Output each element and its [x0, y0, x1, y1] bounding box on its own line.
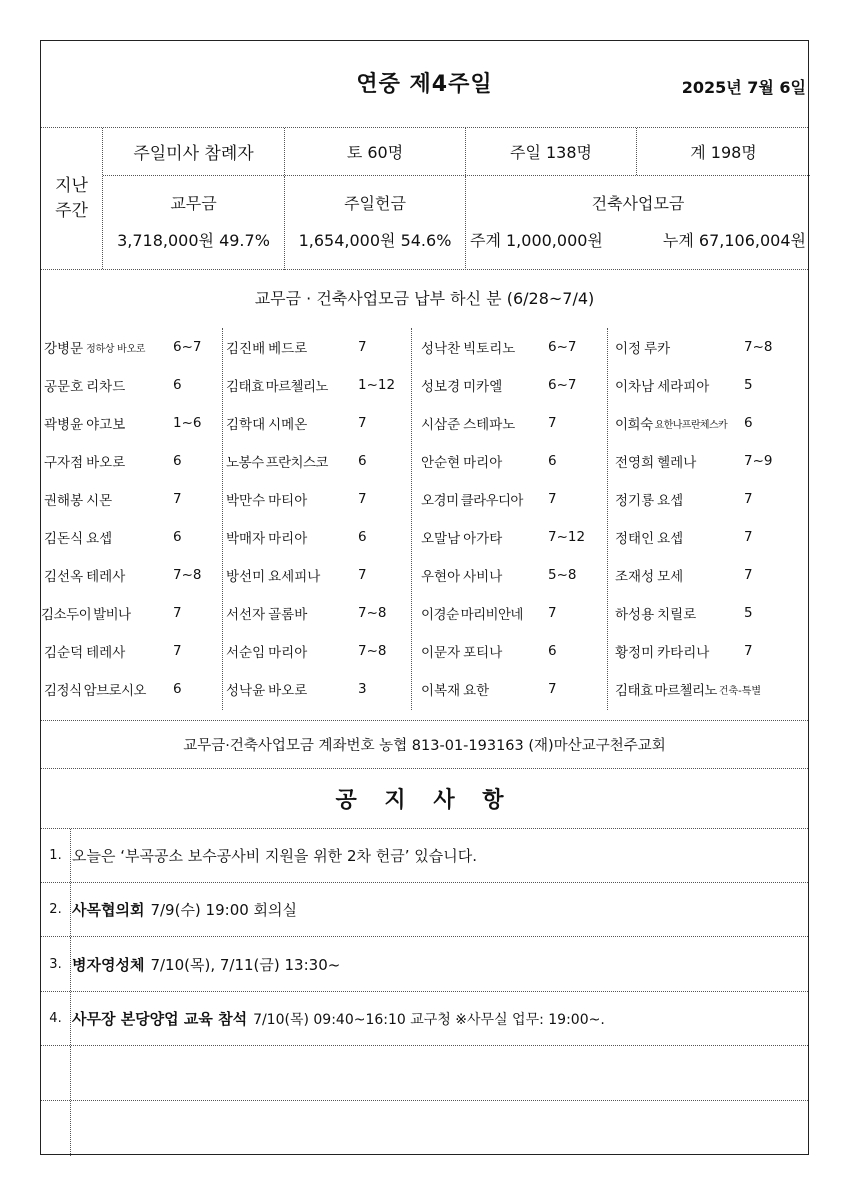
contributor-name: 이희숙 — [615, 417, 653, 433]
contributor-name: 박만수 — [226, 493, 266, 509]
contributor-entry — [226, 480, 415, 518]
contributor-name: 조재성 — [615, 569, 655, 585]
building-fund-label: 건축사업모금 — [591, 193, 685, 213]
contributor-period: 6 — [548, 453, 557, 469]
contributors-column-3 — [411, 328, 608, 710]
contributor-entry — [421, 366, 617, 404]
contributor-name: 강병문 — [44, 341, 84, 357]
contributor-period: 7~8 — [173, 567, 202, 583]
contributor-baptismal-name: 마르첼리노 — [265, 379, 328, 395]
notice-text: 오늘은 ‘부곡공소 보수공사비 지원을 위한 2차 헌금’ 있습니다. — [72, 847, 477, 865]
contributor-period: 7~8 — [358, 643, 387, 659]
contributor-name: 서순임 — [226, 645, 266, 661]
contributor-baptismal-name: 골롬바 — [268, 607, 308, 623]
contributor-baptismal-name: 미카엘 — [463, 379, 503, 395]
building-fund-week: 주계 1,000,000원 — [470, 230, 603, 250]
contributor-period: 7 — [358, 339, 367, 355]
total-count: 계 198명 — [690, 143, 757, 162]
contributor-baptismal-name: 베드로 — [268, 341, 308, 357]
contributor-baptismal-name: 요셉 — [657, 531, 684, 547]
contributor-baptismal-name: 정하상 바오로 — [86, 343, 146, 355]
notice-text: 사무장 본당양업 교육 참석 7/10(목) 09:40~16:10 교구청 ※사무실 업무: 19:00~. — [72, 1010, 605, 1028]
contributor-entry — [615, 442, 818, 480]
contributor-period: 7 — [173, 491, 182, 507]
contributor-name: 이복재 — [421, 683, 461, 699]
contributor-baptismal-name: 요한나프란체스카 — [654, 419, 728, 431]
contributor-name: 성낙찬 — [421, 341, 461, 357]
bulletin-date: 2025년 7월 6일 — [681, 78, 806, 97]
contributor-entry — [421, 632, 617, 670]
contributor-period: 6~7 — [173, 339, 202, 355]
contributors-title: 교무금 · 건축사업모금 납부 하신 분 (6/28~7/4) — [254, 289, 595, 308]
contributor-baptismal-name: 요셉 — [657, 493, 684, 509]
contributor-period: 7 — [358, 567, 367, 583]
contributor-name: 방선미 — [226, 569, 266, 585]
contributor-baptismal-name: 포티나 — [463, 645, 503, 661]
contributor-entry — [226, 404, 415, 442]
contributor-baptismal-name: 리차드 — [86, 379, 126, 395]
contributor-entry — [615, 518, 818, 556]
contributor-baptismal-name: 바오로 — [268, 683, 308, 699]
contributor-entry — [44, 632, 225, 670]
contributor-period: 6 — [173, 681, 182, 697]
saturday-count: 토 60명 — [285, 128, 466, 175]
contributor-entry — [421, 328, 617, 366]
contributor-baptismal-name: 암브로시오 — [83, 683, 146, 699]
last-week-label: 지난 주간 — [41, 128, 103, 269]
contributor-baptismal-name: 프란치스코 — [265, 455, 328, 471]
contributor-name: 이정 — [615, 341, 642, 357]
contributor-entry — [44, 328, 225, 366]
contributor-period: 5~8 — [548, 567, 577, 583]
contributor-entry — [615, 404, 818, 442]
contributor-entry — [44, 480, 225, 518]
contributor-period: 7 — [744, 491, 753, 507]
contributor-entry — [421, 594, 617, 632]
contributor-period: 7~8 — [744, 339, 773, 355]
notice-item-1 — [41, 829, 808, 883]
contributor-baptismal-name: 시메온 — [268, 417, 308, 433]
contributor-entry — [421, 670, 617, 708]
contributor-baptismal-name: 마리아 — [268, 645, 308, 661]
contributor-period: 7 — [173, 605, 182, 621]
contributor-name: 오말남 — [421, 531, 461, 547]
contributor-period: 7 — [548, 415, 557, 431]
contributor-entry — [615, 366, 818, 404]
contributor-baptismal-name: 모세 — [657, 569, 684, 585]
contributor-entry — [421, 518, 617, 556]
contributor-name: 박매자 — [226, 531, 266, 547]
notice-number-empty — [41, 1101, 71, 1156]
contributor-period: 7 — [744, 529, 753, 545]
contributor-baptismal-name: 루카 — [644, 341, 671, 357]
contributor-entry — [226, 518, 415, 556]
contributor-name: 노봉수 — [226, 455, 264, 471]
contributor-period: 5 — [744, 605, 753, 621]
contributor-entry — [44, 556, 225, 594]
contributor-period: 6~7 — [548, 339, 577, 355]
contributor-name: 곽병윤 — [44, 417, 84, 433]
notice-item-empty-2 — [41, 1101, 808, 1156]
contributor-baptismal-name: 스테파노 — [463, 417, 516, 433]
contributor-entry — [421, 404, 617, 442]
contributor-baptismal-name: 마티아 — [268, 493, 308, 509]
building-fund-cell — [466, 176, 810, 270]
contributor-baptismal-name: 야고보 — [86, 417, 126, 433]
contributor-period: 6 — [358, 529, 367, 545]
header-row — [41, 41, 808, 128]
contributor-baptismal-name: 빅토리노 — [463, 341, 516, 357]
contributor-baptismal-name: 아가타 — [463, 531, 503, 547]
contributor-period: 7 — [358, 415, 367, 431]
page-title: 연중 제4주일 — [356, 72, 493, 97]
contributor-name: 우현아 — [421, 569, 461, 585]
contributor-period: 7~9 — [744, 453, 773, 469]
sunday-offering-value: 1,654,000원 54.6% — [298, 230, 452, 250]
sunday-offering-label: 주일헌금 — [344, 193, 406, 213]
notice-number: 2. — [41, 883, 71, 936]
contributor-name: 김진배 — [226, 341, 266, 357]
notice-title: 공 지 사 항 — [335, 788, 514, 813]
contributor-entry — [421, 556, 617, 594]
contributor-entry — [421, 480, 617, 518]
contributor-period: 7 — [548, 491, 557, 507]
contributor-baptismal-name: 클라우디아 — [460, 493, 523, 509]
contributor-period: 7 — [548, 605, 557, 621]
notice-text: 사목협의회 7/9(수) 19:00 회의실 — [72, 901, 298, 919]
contributor-entry — [44, 366, 225, 404]
account-info: 교무금·건축사업모금 계좌번호 농협 813-01-193163 (재)마산교구천주교회 — [183, 738, 666, 754]
contributor-period: 6 — [173, 377, 182, 393]
gyomu-cell — [103, 176, 285, 270]
contributor-period: 7~12 — [548, 529, 586, 545]
contributor-entry — [226, 328, 415, 366]
contributor-entry — [226, 594, 415, 632]
contributor-name: 성보경 — [421, 379, 461, 395]
contributor-entry — [615, 556, 818, 594]
notice-heading-row — [41, 769, 808, 829]
contributor-name: 이차남 — [615, 379, 655, 395]
contributor-entry — [615, 632, 818, 670]
notice-item-empty-1 — [41, 1046, 808, 1101]
contributor-period: 6 — [548, 643, 557, 659]
contributors-column-1 — [41, 328, 223, 710]
contributor-name: 김선옥 — [44, 569, 84, 585]
contributor-name: 전영희 — [615, 455, 655, 471]
contributor-entry — [226, 632, 415, 670]
notice-item-3 — [41, 937, 808, 992]
contributor-baptismal-name: 테레사 — [86, 645, 126, 661]
contributor-period: 6~7 — [548, 377, 577, 393]
contributor-baptismal-name: 치릴로 — [657, 607, 697, 623]
contributor-baptismal-name: 요세피나 — [268, 569, 321, 585]
contributor-period: 7~8 — [358, 605, 387, 621]
contributor-name: 하성용 — [615, 607, 655, 623]
contributor-entry — [226, 442, 415, 480]
contributor-name: 김학대 — [226, 417, 266, 433]
notice-number: 3. — [41, 937, 71, 991]
mass-row — [103, 128, 810, 176]
gyomu-value: 3,718,000원 49.7% — [117, 230, 270, 250]
contributor-entry — [44, 670, 225, 708]
contributor-baptismal-name: 테레사 — [86, 569, 126, 585]
contributor-name: 정태인 — [615, 531, 655, 547]
contributor-name: 이문자 — [421, 645, 461, 661]
contributor-name: 김태효 — [226, 379, 264, 395]
offering-row — [103, 176, 810, 270]
building-fund-total: 누계 67,106,004원 — [662, 230, 806, 250]
contributor-period: 6 — [173, 529, 182, 545]
contributor-entry — [615, 670, 818, 708]
contributor-name: 서선자 — [226, 607, 266, 623]
contributor-period: 7 — [744, 567, 753, 583]
contributor-period: 3 — [358, 681, 367, 697]
contributor-name: 김순덕 — [44, 645, 84, 661]
notice-number: 4. — [41, 992, 71, 1045]
contributor-entry — [421, 442, 617, 480]
contributor-baptismal-name: 마리아 — [268, 531, 308, 547]
contributor-entry — [226, 556, 415, 594]
contributor-period: 건축-특별 — [718, 685, 762, 697]
contributor-period: 6 — [173, 453, 182, 469]
contributor-entry — [615, 594, 818, 632]
contributors-column-4 — [607, 328, 810, 710]
contributor-baptismal-name: 마리아 — [463, 455, 503, 471]
contributor-name: 시삼준 — [421, 417, 461, 433]
contributor-name: 황정미 — [615, 645, 655, 661]
contributor-entry — [44, 404, 225, 442]
contributor-baptismal-name: 카타리나 — [657, 645, 710, 661]
contributor-period: 7 — [548, 681, 557, 697]
contributor-name: 구자점 — [44, 455, 84, 471]
contributors-column-2 — [222, 328, 412, 710]
contributor-baptismal-name: 시몬 — [86, 493, 113, 509]
contributor-name: 김소두이 — [41, 607, 92, 623]
contributor-period: 6 — [358, 453, 367, 469]
building-fund-values — [466, 222, 810, 256]
notice-item-2 — [41, 883, 808, 937]
contributor-period: 5 — [744, 377, 753, 393]
notice-number: 1. — [41, 829, 71, 882]
contributor-name: 성낙윤 — [226, 683, 266, 699]
attendance-section — [41, 128, 808, 270]
mass-attendance-label: 주일미사 참례자 — [103, 128, 285, 175]
contributor-name: 오경미 — [421, 493, 459, 509]
contributor-period: 7 — [358, 491, 367, 507]
contributor-entry — [226, 366, 415, 404]
contributor-baptismal-name: 요셉 — [86, 531, 113, 547]
contributor-entry — [44, 442, 225, 480]
contributor-period: 1~6 — [173, 415, 202, 431]
contributor-baptismal-name: 마르첼리노 — [654, 683, 717, 699]
contributor-baptismal-name: 헬레나 — [657, 455, 697, 471]
contributor-baptismal-name: 사비나 — [463, 569, 503, 585]
notice-number-empty — [41, 1046, 71, 1100]
contributor-period: 7 — [173, 643, 182, 659]
contributor-period: 7 — [744, 643, 753, 659]
contributor-entry — [615, 480, 818, 518]
contributor-baptismal-name: 요한 — [463, 683, 490, 699]
gyomu-label: 교무금 — [170, 193, 217, 213]
contributor-name: 정기룡 — [615, 493, 655, 509]
contributor-baptismal-name: 세라피아 — [657, 379, 710, 395]
contributor-entry — [226, 670, 415, 708]
account-row — [41, 721, 808, 769]
contributors-section — [41, 270, 808, 721]
contributor-name: 김돈식 — [44, 531, 84, 547]
sunday-offering-cell — [285, 176, 466, 270]
contributor-baptismal-name: 바오로 — [86, 455, 126, 471]
bulletin-sheet — [40, 40, 809, 1155]
contributor-entry — [41, 594, 222, 632]
contributor-name: 김태효 — [615, 683, 653, 699]
contributor-name: 이경순 — [421, 607, 459, 623]
contributor-name: 공문호 — [44, 379, 84, 395]
notice-item-4 — [41, 992, 808, 1046]
sunday-count: 주일 138명 — [466, 128, 637, 175]
notice-text: 병자영성체 7/10(목), 7/11(금) 13:30~ — [72, 955, 341, 974]
contributor-baptismal-name: 마리비안네 — [460, 607, 523, 623]
contributor-name: 안순현 — [421, 455, 461, 471]
contributor-entry — [44, 518, 225, 556]
contributor-name: 김정식 — [44, 683, 82, 699]
contributors-grid — [41, 328, 808, 710]
contributor-period: 6 — [744, 415, 753, 431]
contributor-entry — [615, 328, 818, 366]
contributor-baptismal-name: 발비나 — [93, 607, 131, 623]
contributor-period: 1~12 — [358, 377, 396, 393]
contributor-name: 권해봉 — [44, 493, 84, 509]
